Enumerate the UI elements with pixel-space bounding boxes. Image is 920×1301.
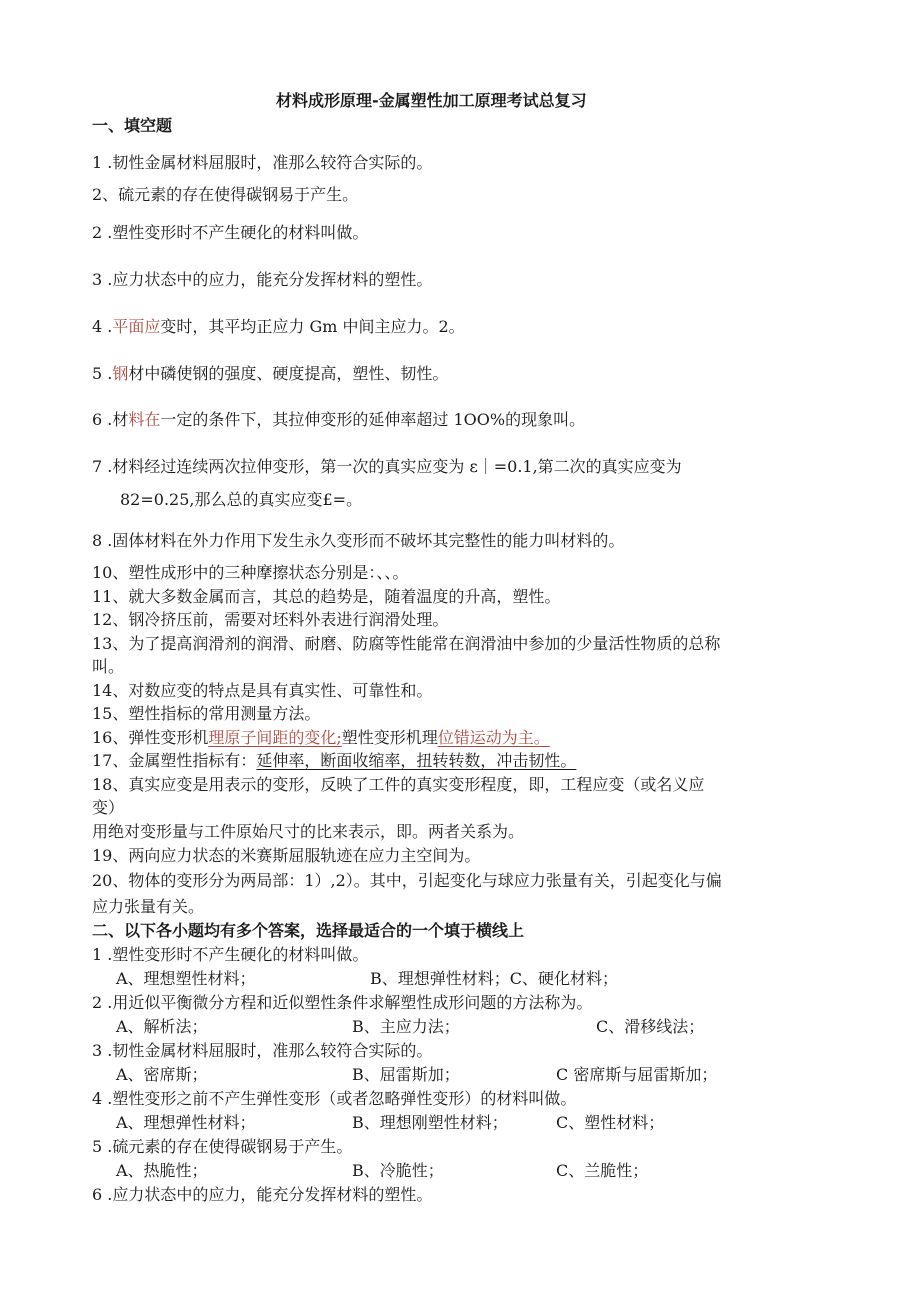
choice-question: 3 .韧性金属材料屈服时，准那么较符合实际的。 [92,1041,433,1060]
question-line: 7 .材料经过连续两次拉伸变形，第一次的真实应变为 ε｜=0.1,第二次的真实应变为 [92,457,682,476]
question-line: 8 .固体材料在外力作用下发生永久变形而不破坏其完整性的能力叫材料的。 [92,531,625,550]
choice-option-a: A、解析法； [116,1017,208,1036]
choice-option-a: A、理想弹性材料； [116,1113,256,1132]
underlined-answer: 理原子间距的变化; [208,728,342,747]
highlighted-text: 钢 [112,364,129,383]
question-line: 11、就大多数金属而言，其总的趋势是，随着温度的升高，塑性。 [92,587,561,606]
question-text: 17、金属塑性指标有： [92,751,257,770]
question-line: 14、对数应变的特点是具有真实性、可靠性和。 [92,681,433,700]
choice-question: 4 .塑性变形之前不产生弹性变形（或者忽略弹性变形）的材料叫做。 [92,1089,577,1108]
question-line [92,409,585,431]
choice-option-a: A、热脆性； [116,1161,208,1180]
choice-option-c: C、兰脆性； [556,1161,649,1180]
question-line: 3 .应力状态中的应力，能充分发挥材料的塑性。 [92,270,433,289]
question-number: 4 . [92,317,113,336]
choice-question: 5 .硫元素的存在使得碳钢易于产生。 [92,1137,353,1156]
choice-option-c: C 密席斯与屈雷斯加； [556,1065,718,1084]
choice-option-c: C、滑移线法； [596,1017,705,1036]
question-line: 13、为了提高润滑剂的润滑、耐磨、防腐等性能常在润滑油中参加的少量活性物质的总称 [92,634,721,653]
question-text: 材中磷使钢的强度、硬度提高，塑性、韧性。 [128,364,449,383]
underlined-answer: 延伸率，断面收缩率，扭转转数，冲击韧性。 [256,751,577,770]
choice-option-a: A、密席斯； [116,1065,208,1084]
question-line-continued: 用绝对变形量与工件原始尺寸的比来表示，即。两者关系为。 [92,822,525,841]
choice-option-a: A、理想塑性材料； [116,969,256,988]
choice-question: 6 .应力状态中的应力，能充分发挥材料的塑性。 [92,1185,433,1204]
question-line: 15、塑性指标的常用测量方法。 [92,704,321,723]
question-line: 2 .塑性变形时不产生硬化的材料叫做。 [92,223,369,242]
highlighted-text: 料在 [128,410,161,429]
question-text: 塑性变形机理 [341,728,438,747]
choice-option-b-c: B、理想弹性材料；C、硬化材料； [370,969,619,988]
question-line [92,750,576,772]
question-line-continued: 变） [92,798,125,817]
question-line-continued: 叫。 [92,657,125,676]
question-line [92,363,448,385]
underlined-answer: 位错运动为主。 [437,728,550,747]
choice-option-b: B、冷脆性； [352,1161,444,1180]
question-line [92,727,550,749]
question-line: 20、物体的变形分为两局部：1）,2）。其中，引起变化与球应力张量有关，引起变化与偏 [92,871,722,890]
choice-option-b: B、主应力法； [352,1017,460,1036]
question-line: 19、两向应力状态的米赛斯屈服轨迹在应力主空间为。 [92,846,481,865]
choice-option-b: B、理想刚塑性材料； [352,1113,508,1132]
question-line: 10、塑性成形中的三种摩擦状态分别是：、、。 [92,563,409,582]
section-heading-fill-blank: 一、填空题 [92,116,173,135]
highlighted-text: 平面应 [112,317,161,336]
section-heading-multiple-choice: 二、以下各小题均有多个答案，选择最适合的一个填于横线上 [92,921,525,940]
document-title: 材料成形原理-金属塑性加工原理考试总复习 [276,91,587,110]
question-text: 16、弹性变形机 [92,728,209,747]
question-text: 一定的条件下，其拉伸变形的延伸率超过 1OO%的现象叫。 [160,410,586,429]
question-number: 5 . [92,364,113,383]
question-line: 18、真实应变是用表示的变形，反映了工件的真实变形程度，即，工程应变（或名义应 [92,775,705,794]
choice-option-b: B、屈雷斯加； [352,1065,460,1084]
question-line: 1 .韧性金属材料屈服时，准那么较符合实际的。 [92,153,433,172]
question-line [92,316,465,338]
question-line-continued: 82=0.25,那么总的真实应变£=。 [120,490,363,509]
question-number: 6 .材 [92,410,129,429]
choice-question: 2 .用近似平衡微分方程和近似塑性条件求解塑性成形问题的方法称为。 [92,993,593,1012]
question-line: 2、硫元素的存在使得碳钢易于产生。 [92,185,359,204]
choice-question: 1 .塑性变形时不产生硬化的材料叫做。 [92,945,369,964]
question-line-continued: 应力张量有关。 [92,897,205,916]
choice-option-c: C、塑性材料； [556,1113,665,1132]
question-text: 变时，其平均正应力 Gm 中间主应力。2。 [160,317,465,336]
question-line: 12、钢冷挤压前，需要对坯料外表进行润滑处理。 [92,610,449,629]
